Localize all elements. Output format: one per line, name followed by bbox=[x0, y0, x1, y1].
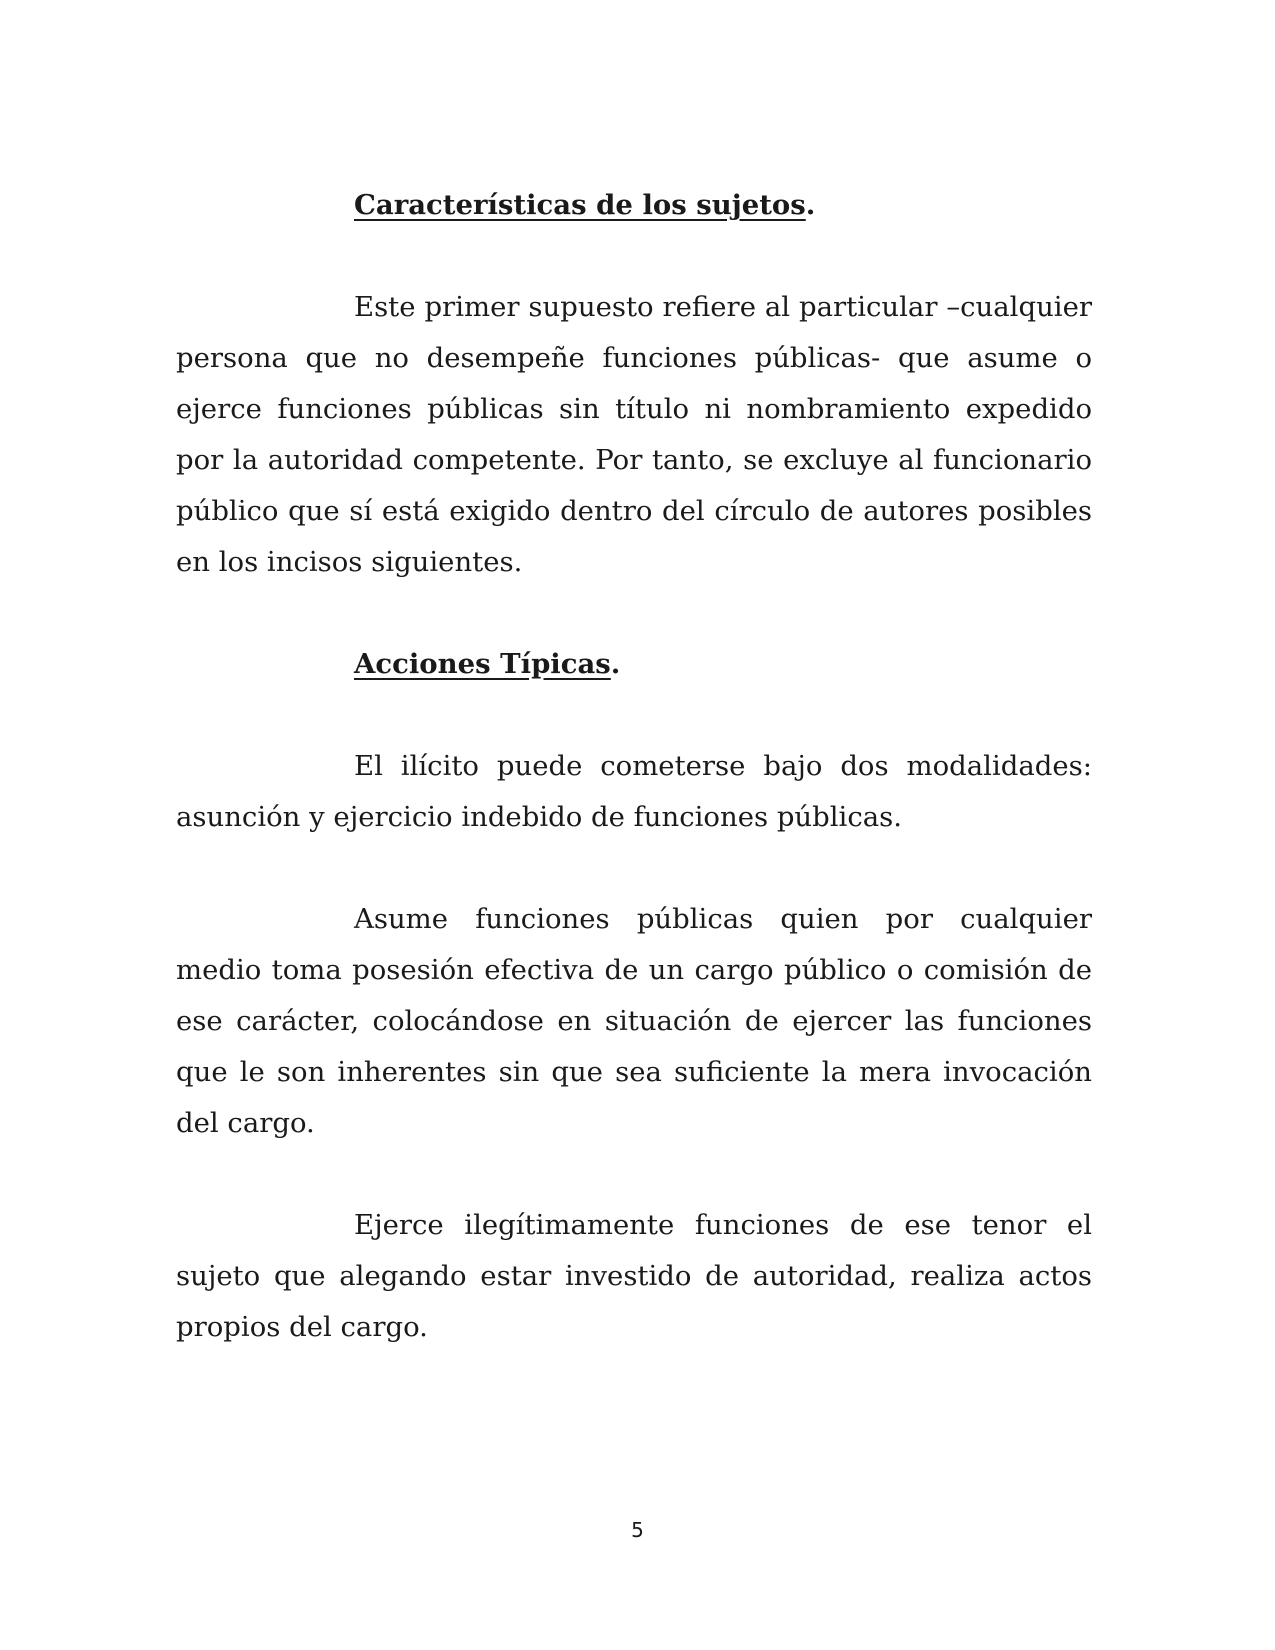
spacer bbox=[176, 843, 1092, 894]
spacer bbox=[176, 588, 1092, 639]
spacer bbox=[176, 690, 1092, 741]
section-heading-acciones-text: Acciones Típicas bbox=[354, 648, 611, 680]
spacer bbox=[176, 231, 1092, 282]
document-body bbox=[176, 180, 1092, 1353]
paragraph-asume: Asume funciones públicas quien por cualquier medio toma posesión efectiva de un cargo público o comisión de ese carácter, colocándose en situación de ejercer las funciones que le son inherentes sin que sea suficiente la mera invocación del cargo. bbox=[176, 903, 1092, 1139]
heading-period: . bbox=[805, 189, 816, 221]
page-number: 5 bbox=[631, 1518, 644, 1542]
section-heading-sujetos-text: Características de los sujetos bbox=[354, 189, 806, 221]
paragraph-modalidades: El ilícito puede cometerse bajo dos modalidades: asunción y ejercicio indebido de funciones públicas. bbox=[176, 750, 1092, 833]
section-heading-acciones bbox=[176, 639, 1092, 690]
heading-period: . bbox=[610, 648, 621, 680]
section-heading-sujetos bbox=[176, 180, 1092, 231]
spacer bbox=[176, 1149, 1092, 1200]
paragraph-ejerce: Ejerce ilegítimamente funciones de ese tenor el sujeto que alegando estar investido de autoridad, realiza actos propios del cargo. bbox=[176, 1209, 1092, 1343]
paragraph-sujetos: Este primer supuesto refiere al particular –cualquier persona que no desempeñe funciones públicas- que asume o ejerce funciones públicas sin título ni nombramiento expedido por la autoridad competente. Por tanto, se excluye al funcionario público que sí está exigido dentro del círculo de autores posibles en los incisos siguientes. bbox=[176, 291, 1092, 578]
